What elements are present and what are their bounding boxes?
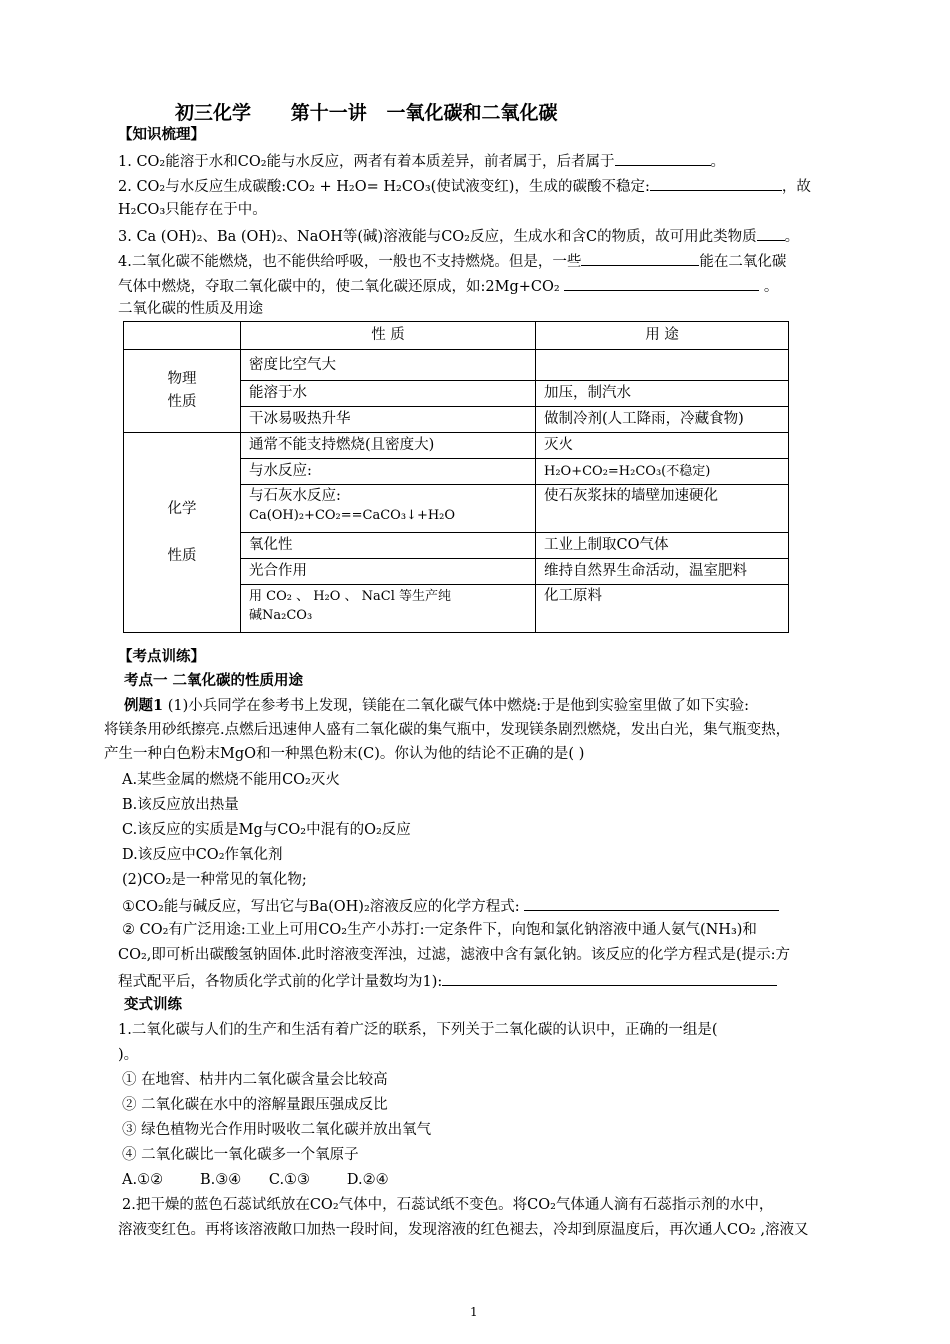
property-cell: 氧化性 [241,533,536,559]
chemical-label-line1: 化学 [167,500,197,517]
table-header-use: 用 途 [536,322,789,350]
answer-blank[interactable] [650,176,782,191]
answer-blank[interactable] [564,276,759,291]
physical-label-line1: 物理 [167,371,197,387]
knowledge-item-3-end: 。 [784,229,800,245]
use-cell: 化工原料 [536,585,789,633]
variant-2-line1: 2.把干燥的蓝色石蕊试纸放在CO₂气体中，石蕊试纸不变色。将CO₂气体通人滴有石蕊指示剂的水中， [122,1197,774,1213]
section-training-heading: 【考点训练】 [118,648,205,665]
example-1-part2a-text: ①CO₂能与碱反应，写出它与Ba(OH)₂溶液反应的化学方程式: [122,899,520,915]
option-a: A.某些金属的燃烧不能用CO₂灭火 [122,772,340,788]
variant-1-statement-2: ② 二氧化碳在水中的溶解量跟压强成反比 [122,1097,388,1113]
example-1-part2b-line3 [118,971,858,991]
example-1-part2b-line3-text: 程式配平后，各物质化学式前的化学计量数均为1): [118,974,443,990]
property-cell-line1: 用 CO₂ 、 H₂O 、 NaCl 等生产纯 [249,589,452,604]
property-cell-line2: 碱Na₂CO₃ [249,608,313,623]
property-cell [241,485,536,533]
knowledge-item-4 [118,251,858,271]
use-cell [536,350,789,381]
property-cell: 干冰易吸热升华 [241,407,536,433]
example-1-line1 [124,697,864,715]
example-1-part2: (2)CO₂是一种常见的氧化物; [122,872,307,888]
use-cell: 灭火 [536,433,789,459]
option-c: C.该反应的实质是Mg与CO₂中混有的O₂反应 [122,822,411,838]
option-b: B.该反应放出热量 [122,797,239,813]
example-1-part2b-line2: CO₂,即可析出碳酸氢钠固体.此时溶液变浑浊，过滤，滤液中含有氯化钠。该反应的化学方程式是(提示:方 [118,947,791,963]
table-row [124,350,789,381]
variant-1-line2: )。 [118,1047,139,1063]
chemical-label-line2: 性质 [167,547,197,564]
knowledge-item-3 [118,226,858,246]
property-cell: 能溶于水 [241,381,536,407]
knowledge-item-2-cont: H₂CO₃只能存在于中。 [118,202,267,218]
use-cell: 使石灰浆抹的墙壁加速硬化 [536,485,789,533]
use-cell: H₂O+CO₂=H₂CO₃(不稳定) [536,459,789,485]
physical-label-line2: 性质 [167,394,197,410]
variant-2-line2: 溶液变红色。再将该溶液敞口加热一段时间，发现溶液的红色褪去，冷却到原温度后，再次通人CO₂ ,溶液又 [118,1222,809,1238]
knowledge-item-2-text: 2. CO₂与水反应生成碳酸:CO₂ + H₂O= H₂CO₃(使试液变红)，生成的碳酸不稳定: [118,179,650,195]
table-header-row [124,322,789,350]
variant-1-line1: 1.二氧化碳与人们的生产和生活有着广泛的联系，下列关于二氧化碳的认识中，正确的一组是( [118,1022,718,1038]
knowledge-item-4-end: 能在二氧化碳 [699,254,787,270]
use-cell: 工业上制取CO气体 [536,533,789,559]
physical-properties-label [124,350,241,433]
use-cell: 加压，制汽水 [536,381,789,407]
variant-1-choices: A.①② B.③④ C.①③ D.②④ [122,1172,389,1188]
knowledge-item-1-end: 。 [710,154,726,170]
variant-training-heading: 变式训练 [124,996,182,1013]
use-cell: 维持自然界生命活动，温室肥料 [536,559,789,585]
answer-blank[interactable] [581,251,699,266]
property-cell: 光合作用 [241,559,536,585]
answer-blank[interactable] [524,896,779,911]
example-1-part2b-line1: ② CO₂有广泛用途:工业上可用CO₂生产小苏打:一定条件下，向饱和氯化钠溶液中通人氨气(NH₃)和 [122,922,757,938]
section-knowledge-heading: 【知识梳理】 [118,126,205,143]
table-row [124,433,789,459]
properties-table [123,321,789,633]
example-1-part2a [122,896,862,916]
answer-blank[interactable] [615,151,711,166]
variant-1-statement-3: ③ 绿色植物光合作用时吸收二氧化碳并放出氧气 [122,1122,432,1138]
page-number: 1 [470,1305,478,1319]
option-d: D.该反应中CO₂作氧化剂 [122,847,283,863]
knowledge-item-4-cont-end: 。 [763,279,779,295]
variant-1-statement-4: ④ 二氧化碳比一氧化碳多一个氧原子 [122,1147,359,1163]
point-one-heading: 考点一 二氧化碳的性质用途 [124,672,304,689]
knowledge-item-1-text: 1. CO₂能溶于水和CO₂能与水反应，两者有着本质差异，前者属于，后者属于 [118,154,615,170]
property-cell: 通常不能支持燃烧(且密度大) [241,433,536,459]
property-cell [241,585,536,633]
property-cell-line2: Ca(OH)₂+CO₂==CaCO₃↓+H₂O [249,508,456,523]
table-header-blank [124,322,241,350]
answer-blank[interactable] [442,971,777,986]
example-1-line2: 将镁条用砂纸擦亮.点燃后迅速伸人盛有二氧化碳的集气瓶中，发现镁条剧烈燃烧，发出白光，集气瓶变热， [104,722,791,738]
knowledge-item-4-cont-text: 气体中燃烧，夺取二氧化碳中的，使二氧化碳还原成，如:2Mg+CO₂ [118,279,560,295]
variant-1-statement-1: ① 在地窖、枯井内二氧化碳含量会比较高 [122,1072,388,1088]
example-1-text: (1)小兵同学在参考书上发现，镁能在二氧化碳气体中燃烧:于是他到实验室里做了如下实验: [163,698,750,714]
knowledge-item-1 [118,151,858,171]
knowledge-item-4-cont [118,276,858,296]
example-1-line3: 产生一种白色粉末MgO和一种黑色粉末(C)。你认为他的结论不正确的是( ) [104,746,585,762]
page-title: 初三化学 第十一讲 一氧化碳和二氧化碳 [175,102,558,124]
table-caption: 二氧化碳的性质及用途 [118,301,263,317]
chemical-properties-label [124,433,241,633]
property-cell: 密度比空气大 [241,350,536,381]
answer-blank[interactable] [757,226,785,241]
property-cell-line1: 与石灰水反应: [249,488,341,504]
property-cell: 与水反应: [241,459,536,485]
use-cell: 做制冷剂(人工降雨，冷藏食物) [536,407,789,433]
knowledge-item-2-end: ，故 [781,179,811,195]
knowledge-item-3-text: 3. Ca (OH)₂、Ba (OH)₂、NaOH等(碱)溶液能与CO₂反应，生成水和含C的物质，故可用此类物质 [118,229,757,245]
knowledge-item-4-text: 4.二氧化碳不能燃烧，也不能供给呼吸，一般也不支持燃烧。但是，一些 [118,254,582,270]
example-1-label: 例题1 [124,697,164,714]
table-header-property: 性 质 [241,322,536,350]
knowledge-item-2 [118,176,858,196]
